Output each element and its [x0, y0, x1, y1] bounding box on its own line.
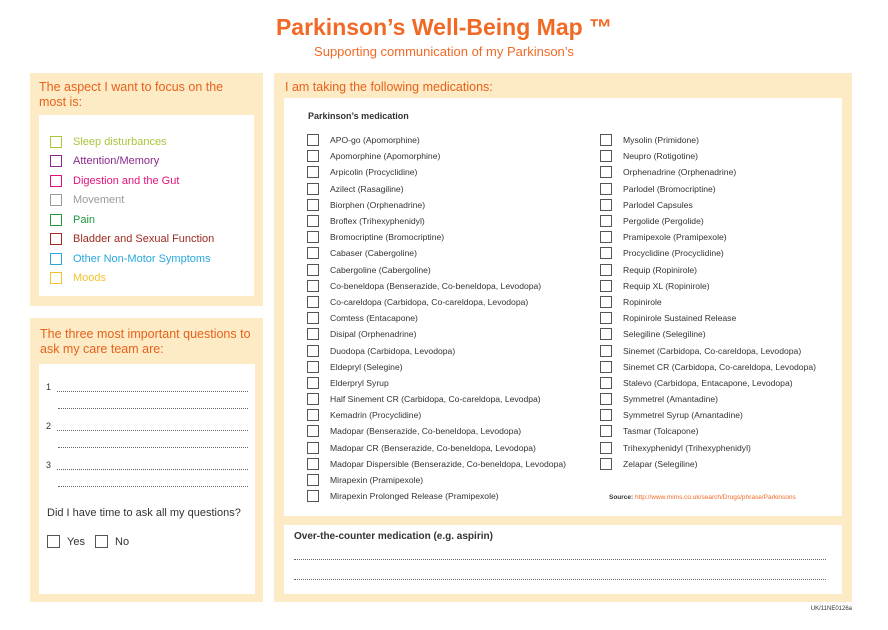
question-number: 3: [46, 460, 52, 470]
question-1-continuation[interactable]: [55, 401, 248, 409]
medication-checkbox[interactable]: [600, 409, 612, 421]
medication-option[interactable]: [307, 391, 566, 407]
medication-label: Selegiline (Selegiline): [623, 329, 706, 340]
medication-option[interactable]: [600, 148, 816, 164]
medication-checkbox[interactable]: [307, 409, 319, 421]
aspect-checkbox[interactable]: [50, 155, 62, 167]
source-note: [609, 494, 796, 501]
medication-checkbox[interactable]: [600, 312, 612, 324]
medication-option[interactable]: [307, 310, 566, 326]
aspect-label: Movement: [73, 194, 125, 207]
medication-checkbox[interactable]: [600, 296, 612, 308]
question-1-line[interactable]: [46, 382, 248, 392]
no-option[interactable]: [95, 535, 129, 548]
question-number: 2: [46, 421, 52, 431]
medication-checkbox[interactable]: [307, 425, 319, 437]
no-label: No: [115, 535, 130, 548]
medication-label: Requip (Ropinirole): [623, 264, 698, 275]
question-3-continuation[interactable]: [55, 479, 248, 487]
medication-label: Cabaser (Cabergoline): [330, 248, 417, 259]
medication-label: Requip XL (Ropinirole): [623, 280, 710, 291]
medication-checkbox[interactable]: [307, 393, 319, 405]
medication-label: Bromocriptine (Bromocriptine): [330, 232, 445, 243]
medication-label: Broflex (Trihexyphenidyl): [330, 216, 425, 227]
medication-option[interactable]: [307, 278, 566, 294]
medication-checkbox[interactable]: [600, 247, 612, 259]
medication-option[interactable]: [307, 472, 566, 488]
medication-option[interactable]: [600, 407, 816, 423]
medication-label: Mirapexin Prolonged Release (Pramipexole): [330, 491, 499, 502]
otc-title: Over-the-counter medication (e.g. aspirin): [294, 531, 493, 542]
medication-checkbox[interactable]: [307, 490, 319, 502]
aspect-checkbox[interactable]: [50, 253, 62, 265]
aspect-checkbox[interactable]: [50, 194, 62, 206]
medication-option[interactable]: [307, 294, 566, 310]
medication-option[interactable]: [307, 423, 566, 439]
aspect-option[interactable]: [50, 269, 214, 289]
aspect-label: Bladder and Sexual Function: [73, 233, 215, 246]
medication-option[interactable]: [600, 440, 816, 456]
medication-label: Arpicolin (Procyclidine): [330, 167, 418, 178]
medication-label: Stalevo (Carbidopa, Entacapone, Levodopa): [623, 377, 793, 388]
aspect-heading: The aspect I want to focus on the most is:: [39, 80, 224, 109]
medication-option[interactable]: [307, 245, 566, 261]
medication-option[interactable]: [600, 278, 816, 294]
aspect-option[interactable]: [50, 171, 214, 191]
medication-label: Cabergoline (Cabergoline): [330, 264, 431, 275]
medication-checkbox[interactable]: [307, 296, 319, 308]
aspect-panel: [30, 73, 263, 306]
aspect-option[interactable]: [50, 191, 214, 211]
medication-label: Biorphen (Orphenadrine): [330, 199, 426, 210]
otc-line-2[interactable]: [294, 579, 826, 580]
medication-option[interactable]: [600, 197, 816, 213]
medication-label: Trihexyphenidyl (Trihexyphenidyl): [623, 442, 751, 453]
questions-box: [39, 364, 255, 594]
medication-label: Symmetrel Syrup (Amantadine): [623, 410, 743, 421]
medication-option[interactable]: [307, 488, 566, 504]
medication-label: Parlodel Capsules: [623, 199, 693, 210]
medication-option[interactable]: [600, 310, 816, 326]
aspect-checkbox[interactable]: [50, 214, 62, 226]
page-title: Parkinson’s Well-Being Map ™: [275, 14, 613, 40]
aspect-label: Pain: [73, 213, 96, 226]
medication-label: Sinemet CR (Carbidopa, Co-careldopa, Levodopa): [623, 361, 816, 372]
medication-checkbox[interactable]: [600, 458, 612, 470]
medication-checkbox[interactable]: [600, 425, 612, 437]
medication-option[interactable]: [307, 326, 566, 342]
medication-label: Parlodel (Bromocriptine): [623, 183, 716, 194]
medication-option[interactable]: [600, 164, 816, 180]
medication-checkbox[interactable]: [307, 474, 319, 486]
medication-option[interactable]: [600, 391, 816, 407]
medication-checkbox[interactable]: [600, 328, 612, 340]
medication-checkbox[interactable]: [600, 264, 612, 276]
aspect-option[interactable]: [50, 132, 214, 152]
aspect-option[interactable]: [50, 210, 214, 230]
questions-panel: [30, 318, 263, 602]
medication-label: Co-careldopa (Carbidopa, Co-careldopa, Levodopa): [330, 296, 529, 307]
aspect-label: Other Non-Motor Symptoms: [73, 252, 211, 265]
aspect-checkbox[interactable]: [50, 272, 62, 284]
medication-label: Symmetrel (Amantadine): [623, 394, 719, 405]
otc-medication-box: [284, 525, 842, 594]
medication-label: Ropinirole Sustained Release: [623, 313, 737, 324]
medication-list-right: [600, 132, 816, 472]
medication-label: Tasmar (Tolcapone): [623, 426, 699, 437]
medication-label: Co-beneldopa (Benserazide, Co-beneldopa, Levodopa): [330, 280, 542, 291]
medication-option[interactable]: [600, 326, 816, 342]
medication-label: Neupro (Rotigotine): [623, 151, 698, 162]
medication-option[interactable]: [307, 132, 566, 148]
time-question: Did I have time to ask all my questions?: [47, 507, 241, 519]
medication-checkbox[interactable]: [307, 280, 319, 292]
medication-label: Eldepryl (Selegine): [330, 361, 403, 372]
source-label: Source:: [609, 494, 634, 501]
medication-label: Ropinirole: [623, 296, 662, 307]
medication-label: Zelapar (Selegiline): [623, 458, 698, 469]
questions-heading: The three most important questions to ask my care team are:: [40, 327, 251, 356]
medication-checkbox[interactable]: [307, 328, 319, 340]
medication-option[interactable]: [600, 229, 816, 245]
medication-checkbox[interactable]: [600, 183, 612, 195]
question-3-line[interactable]: [46, 460, 248, 470]
medication-checkbox[interactable]: [600, 150, 612, 162]
medication-checkbox[interactable]: [307, 199, 319, 211]
medication-checkbox[interactable]: [307, 150, 319, 162]
medication-option[interactable]: [600, 213, 816, 229]
medication-checkbox[interactable]: [600, 393, 612, 405]
medication-option[interactable]: [600, 359, 816, 375]
medication-option[interactable]: [600, 375, 816, 391]
medication-option[interactable]: [600, 181, 816, 197]
medication-label: Duodopa (Carbidopa, Levodopa): [330, 345, 456, 356]
aspect-box: [39, 115, 254, 296]
medication-checkbox[interactable]: [307, 458, 319, 470]
medication-option[interactable]: [600, 294, 816, 310]
medication-checkbox[interactable]: [307, 231, 319, 243]
medication-checkbox[interactable]: [307, 215, 319, 227]
medication-checkbox[interactable]: [307, 264, 319, 276]
medication-label: Half Sinement CR (Carbidopa, Co-careldopa, Levodpa): [330, 394, 541, 405]
medication-option[interactable]: [307, 262, 566, 278]
medication-label: Elderpryl Syrup: [330, 377, 389, 388]
medication-label: Mysolin (Primidone): [623, 135, 699, 146]
medication-option[interactable]: [307, 229, 566, 245]
medication-label: Madopar (Benserazide, Co-beneldopa, Levodopa): [330, 426, 522, 437]
medication-checkbox[interactable]: [307, 183, 319, 195]
medication-option[interactable]: [307, 213, 566, 229]
medication-label: Kemadrin (Procyclidine): [330, 410, 422, 421]
medication-option[interactable]: [307, 375, 566, 391]
medication-checkbox[interactable]: [307, 247, 319, 259]
medication-option[interactable]: [307, 197, 566, 213]
medication-label: Mirapexin (Pramipexole): [330, 475, 424, 486]
medication-option[interactable]: [600, 262, 816, 278]
medication-option[interactable]: [307, 164, 566, 180]
question-2-line[interactable]: [46, 421, 248, 431]
aspect-list: [50, 132, 214, 288]
footer-code: UK/11NE0126a: [810, 606, 852, 612]
medication-label: Apomorphine (Apomorphine): [330, 151, 441, 162]
medication-label: Disipal (Orphenadrine): [330, 329, 417, 340]
aspect-label: Digestion and the Gut: [73, 174, 180, 187]
medication-option[interactable]: [307, 181, 566, 197]
medication-checkbox[interactable]: [600, 361, 612, 373]
parkinsons-medication-title: Parkinson’s medication: [308, 111, 409, 121]
medication-option[interactable]: [600, 342, 816, 358]
medication-option[interactable]: [307, 359, 566, 375]
medications-panel: [274, 73, 852, 602]
medication-checkbox[interactable]: [600, 134, 612, 146]
medication-label: Azilect (Rasagiline): [330, 183, 404, 194]
medication-label: Sinemet (Carbidopa, Co-careldopa, Levodopa): [623, 345, 802, 356]
page-subtitle: Supporting communication of my Parkinson’s: [314, 44, 574, 59]
aspect-option[interactable]: [50, 152, 214, 172]
otc-line-1[interactable]: [294, 559, 826, 560]
medication-checkbox[interactable]: [600, 231, 612, 243]
medication-checkbox[interactable]: [600, 377, 612, 389]
medication-checkbox[interactable]: [600, 280, 612, 292]
aspect-label: Moods: [73, 272, 107, 285]
medication-checkbox[interactable]: [307, 361, 319, 373]
medication-label: Procyclidine (Procyclidine): [623, 248, 724, 259]
aspect-checkbox[interactable]: [50, 175, 62, 187]
aspect-label: Attention/Memory: [73, 155, 160, 168]
medication-checkbox[interactable]: [600, 442, 612, 454]
medication-checkbox[interactable]: [600, 345, 612, 357]
medication-checkbox[interactable]: [307, 166, 319, 178]
question-number: 1: [46, 382, 52, 392]
medication-option[interactable]: [600, 132, 816, 148]
yes-checkbox[interactable]: [47, 535, 60, 548]
medication-checkbox[interactable]: [307, 377, 319, 389]
medication-label: Orphenadrine (Orphenadrine): [623, 167, 737, 178]
aspect-label: Sleep disturbances: [73, 135, 167, 148]
yes-label: Yes: [67, 535, 85, 548]
medication-checkbox[interactable]: [600, 199, 612, 211]
medication-checkbox[interactable]: [307, 134, 319, 146]
aspect-option[interactable]: [50, 249, 214, 269]
medication-checkbox[interactable]: [600, 215, 612, 227]
medication-checkbox[interactable]: [307, 312, 319, 324]
question-2-continuation[interactable]: [55, 440, 248, 448]
aspect-checkbox[interactable]: [50, 136, 62, 148]
medication-option[interactable]: [600, 423, 816, 439]
medication-label: Madopar Dispersible (Benserazide, Co-beneldopa, Levodopa): [330, 458, 566, 469]
yes-option[interactable]: [47, 535, 85, 548]
medication-label: Comtess (Entacapone): [330, 313, 418, 324]
medication-option[interactable]: [307, 440, 566, 456]
medication-option[interactable]: [307, 456, 566, 472]
medication-label: APO-go (Apomorphine): [330, 135, 420, 146]
medication-label: Madopar CR (Benserazide, Co-beneldopa, Levodopa): [330, 442, 536, 453]
aspect-option[interactable]: [50, 230, 214, 250]
medication-label: Pramipexole (Pramipexole): [623, 232, 727, 243]
no-checkbox[interactable]: [95, 535, 108, 548]
medication-option[interactable]: [600, 245, 816, 261]
source-link[interactable]: http://www.mims.co.uk/search/Drugs/phrase/Parkinsons: [635, 494, 796, 501]
medication-checkbox[interactable]: [307, 345, 319, 357]
medication-list-left: [307, 132, 566, 504]
medications-heading: I am taking the following medications:: [285, 80, 493, 94]
parkinsons-medication-box: [284, 98, 842, 516]
medication-option[interactable]: [600, 456, 816, 472]
medication-checkbox[interactable]: [600, 166, 612, 178]
medication-option[interactable]: [307, 407, 566, 423]
medication-checkbox[interactable]: [307, 442, 319, 454]
aspect-checkbox[interactable]: [50, 233, 62, 245]
medication-option[interactable]: [307, 342, 566, 358]
medication-label: Pergolide (Pergolide): [623, 216, 704, 227]
medication-option[interactable]: [307, 148, 566, 164]
